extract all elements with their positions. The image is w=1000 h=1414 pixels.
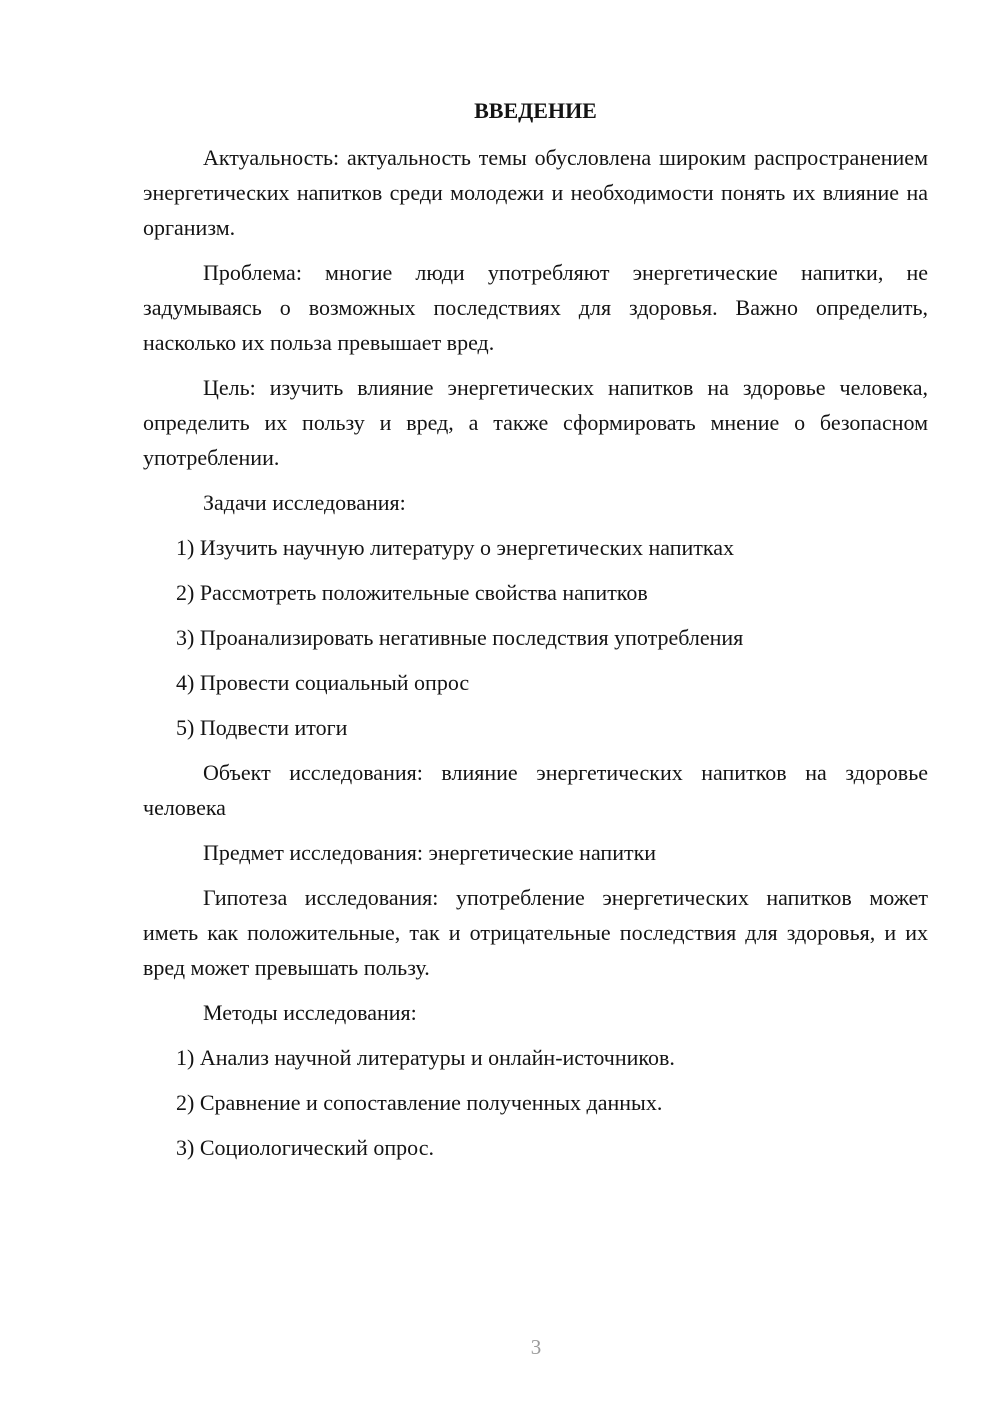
task-item: 5) Подвести итоги	[176, 715, 348, 740]
hypothesis-paragraph: Гипотеза исследования: употребление энергетических напитков может иметь как положительные, так и отрицательные последствия для здоровья, и их вред может превышать пользу.	[143, 885, 928, 980]
task-item: 3) Проанализировать негативные последствия употребления	[176, 625, 744, 650]
task-item: 4) Провести социальный опрос	[176, 670, 470, 695]
method-item: 1) Анализ научной литературы и онлайн-источников.	[176, 1045, 675, 1070]
document-title: ВВЕДЕНИЕ	[474, 98, 597, 123]
tasks-heading: Задачи исследования:	[203, 490, 406, 515]
methods-heading: Методы исследования:	[203, 1000, 417, 1025]
goal-paragraph: Цель: изучить влияние энергетических напитков на здоровье человека, определить их пользу и вред, а также сформировать мнение о безопасном употреблении.	[143, 375, 928, 470]
task-item: 1) Изучить научную литературу о энергетических напитках	[176, 535, 734, 560]
task-item: 2) Рассмотреть положительные свойства напитков	[176, 580, 648, 605]
object-paragraph: Объект исследования: влияние энергетических напитков на здоровье человека	[143, 760, 928, 820]
subject-paragraph: Предмет исследования: энергетические напитки	[203, 840, 657, 865]
method-item: 3) Социологический опрос.	[176, 1135, 434, 1160]
method-item: 2) Сравнение и сопоставление полученных данных.	[176, 1090, 663, 1115]
page-number: 3	[530, 1335, 542, 1359]
relevance-paragraph: Актуальность: актуальность темы обусловлена широким распространением энергетических напитков среди молодежи и необходимости понять их влияние на организм.	[143, 145, 928, 240]
problem-paragraph: Проблема: многие люди употребляют энергетические напитки, не задумываясь о возможных последствиях для здоровья. Важно определить, насколько их польза превышает вред.	[143, 260, 928, 355]
document-page	[143, 96, 928, 1175]
